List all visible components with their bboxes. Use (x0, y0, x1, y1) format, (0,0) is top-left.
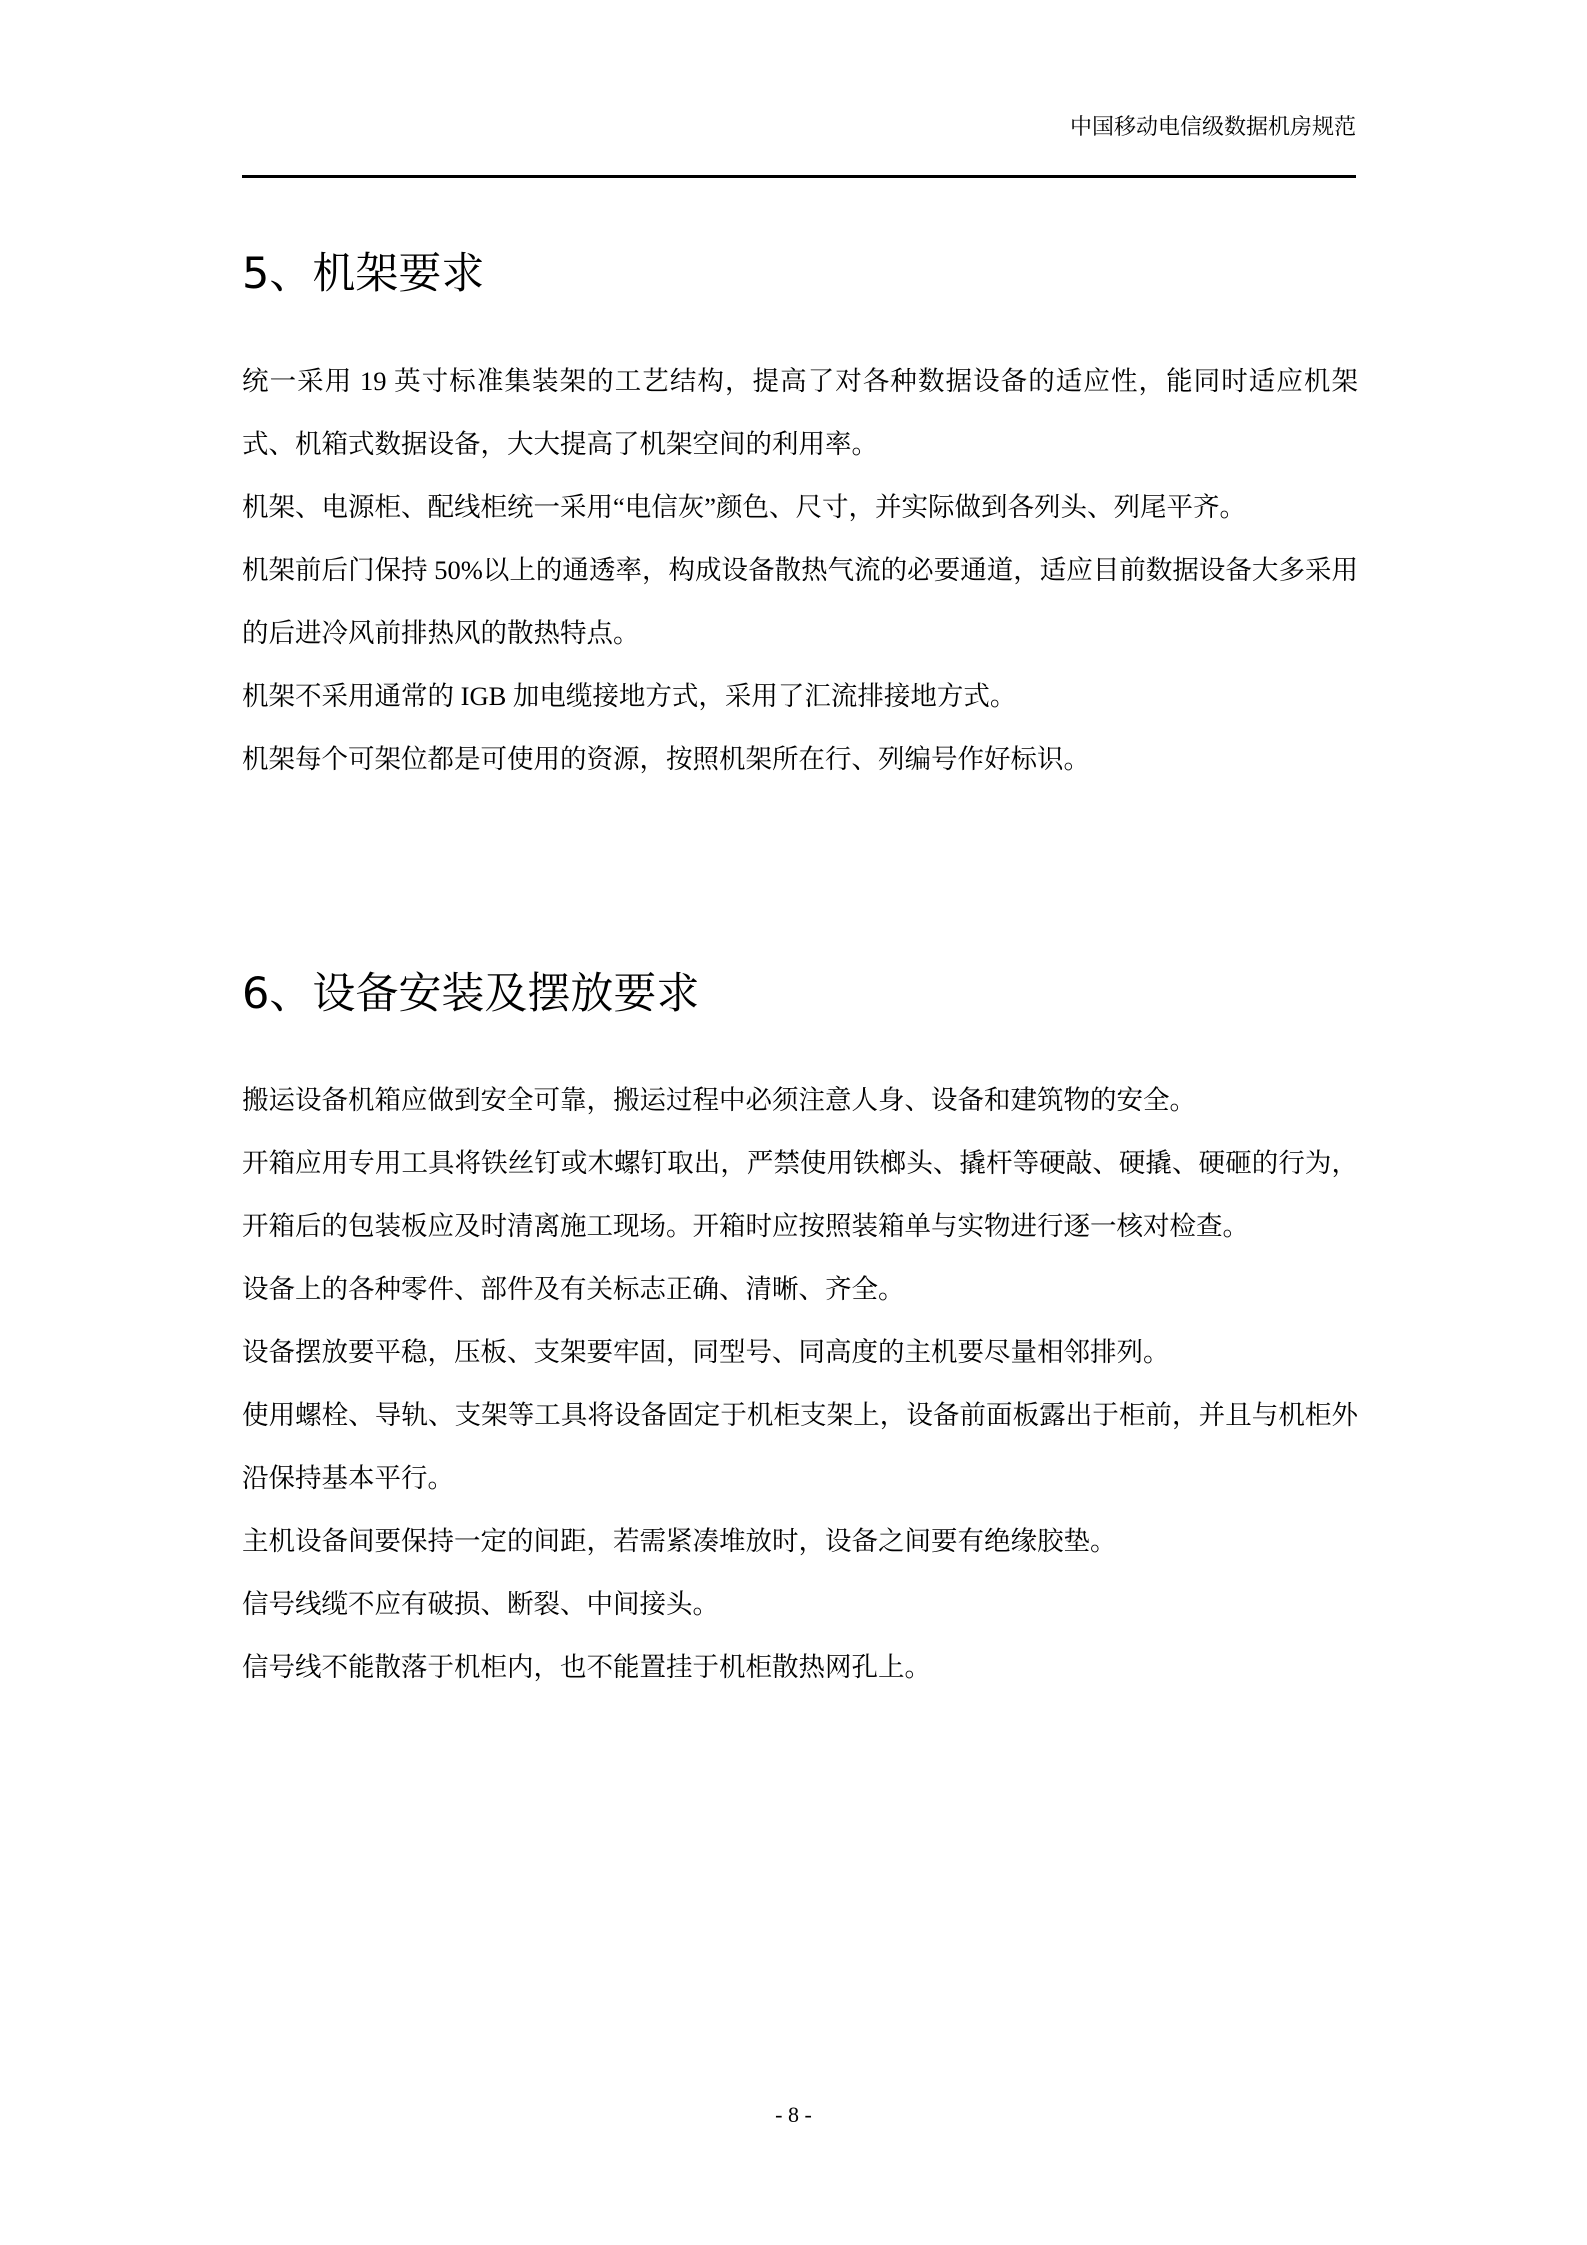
paragraph: 机架、电源柜、配线柜统一采用“电信灰”颜色、尺寸，并实际做到各列头、列尾平齐。 (242, 492, 1247, 522)
paragraph: 主机设备间要保持一定的间距，若需紧凑堆放时，设备之间要有绝缘胶垫。 (242, 1526, 1117, 1556)
paragraph: 机架每个可架位都是可使用的资源，按照机架所在行、列编号作好标识。 (242, 744, 1090, 774)
paragraph: 设备摆放要平稳，压板、支架要牢固，同型号、同高度的主机要尽量相邻排列。 (242, 1337, 1170, 1367)
section-heading-5: 5、机架要求 (242, 249, 485, 299)
paragraph: 统一采用 19 英寸标准集装架的工艺结构，提高了对各种数据设备的适应性，能同时适应机架式、机箱式数据设备，大大提高了机架空间的利用率。 (242, 366, 1358, 459)
paragraph: 开箱应用专用工具将铁丝钉或木螺钉取出，严禁使用铁榔头、撬杆等硬敲、硬撬、硬砸的行为，开箱后的包装板应及时清离施工现场。开箱时应按照装箱单与实物进行逐一核对检查。 (242, 1148, 1358, 1241)
section-6-body (242, 1069, 1358, 1699)
paragraph: 机架前后门保持 50%以上的通透率，构成设备散热气流的必要通道，适应目前数据设备大多采用的后进冷风前排热风的散热特点。 (242, 555, 1358, 648)
paragraph: 使用螺栓、导轨、支架等工具将设备固定于机柜支架上，设备前面板露出于柜前，并且与机柜外沿保持基本平行。 (242, 1400, 1358, 1493)
paragraph: 搬运设备机箱应做到安全可靠，搬运过程中必须注意人身、设备和建筑物的安全。 (242, 1085, 1196, 1115)
running-header: 中国移动电信级数据机房规范 (1069, 114, 1356, 139)
paragraph: 机架不采用通常的 IGB 加电缆接地方式，采用了汇流排接地方式。 (242, 681, 1017, 711)
section-5-body (242, 350, 1358, 791)
page-number: - 8 - (775, 2102, 812, 2127)
paragraph: 信号线不能散落于机柜内，也不能置挂于机柜散热网孔上。 (242, 1652, 931, 1682)
section-heading-6: 6、设备安装及摆放要求 (242, 969, 700, 1019)
header-divider (242, 175, 1356, 178)
paragraph: 信号线缆不应有破损、断裂、中间接头。 (242, 1589, 719, 1619)
paragraph: 设备上的各种零件、部件及有关标志正确、清晰、齐全。 (242, 1274, 905, 1304)
